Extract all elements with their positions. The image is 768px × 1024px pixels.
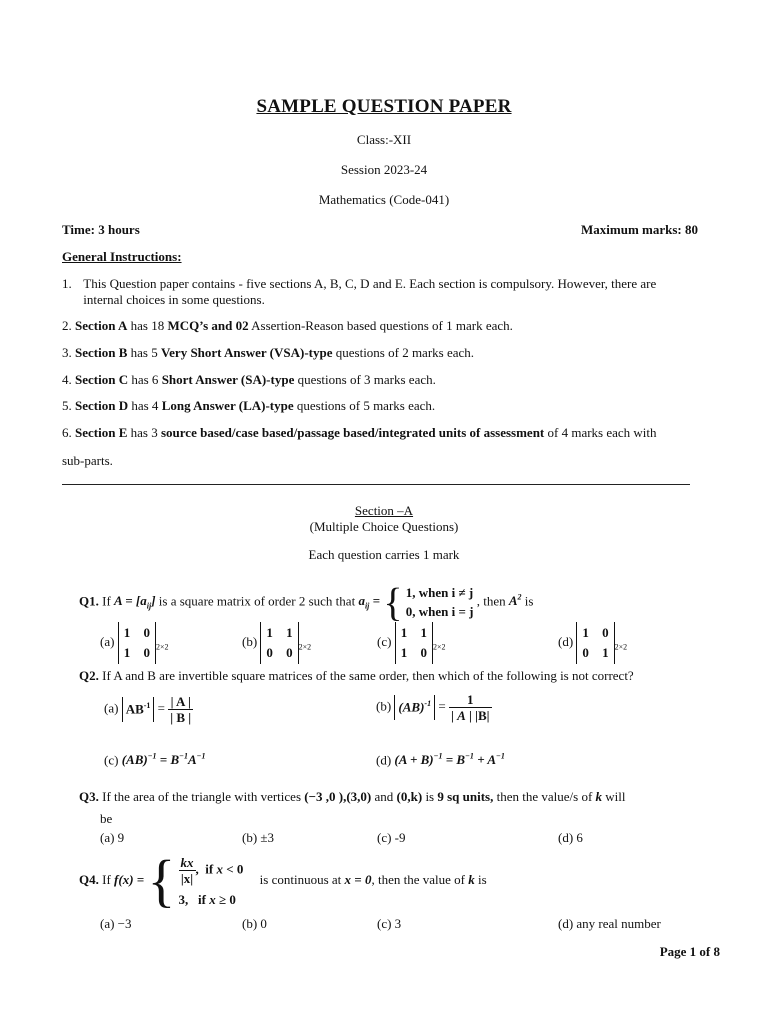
matrix-row: 0 0 (266, 645, 293, 660)
matrix-row: 1 1 (400, 625, 427, 640)
vertex-2: ,(3,0) (343, 789, 372, 804)
q2-option-b[interactable]: (b) (AB)$^{-1}$ = $\frac{1}{| A | |B|}$ (376, 692, 490, 723)
matrix-row: 1 0 (123, 625, 150, 640)
max-marks-label: Maximum marks: 80 (581, 222, 698, 237)
option-label: (a) (100, 633, 115, 649)
fraction: $\frac{1}{| A | |B|}$ (450, 692, 490, 723)
matrix (118, 622, 156, 664)
math-expression: $(AB)^{-1} = B^{-1}A^{-1}$ (121, 752, 206, 768)
aij-symbol: $a_{ij}$ = (358, 593, 381, 611)
instruction-mid: has 6 (128, 372, 162, 387)
matrix-order: 2×2 (155, 642, 169, 652)
q3-option-a[interactable]: (a) 9 (100, 830, 125, 845)
q1-option-a[interactable] (100, 622, 168, 664)
case-2: 0, when i = j (405, 604, 474, 620)
instruction-mid: has 4 (128, 398, 162, 413)
q4-option-a[interactable]: (a) −3 (100, 916, 132, 931)
instruction-rest: questions of 5 marks each. (293, 398, 436, 413)
q1-option-d[interactable] (558, 622, 627, 664)
instruction-bold: MCQ’s and 02 (167, 318, 249, 333)
brace-icon: { (147, 848, 176, 914)
q4-text-c: , then the value of (371, 872, 465, 887)
q1-text-if: If (102, 593, 111, 609)
q3-text-b: then the value/s of (496, 789, 593, 804)
instruction-lead: Section C (75, 372, 129, 387)
q4-is: is (477, 872, 487, 887)
piecewise-cases (406, 583, 474, 621)
instruction-mid: has 5 (127, 345, 161, 360)
instruction-number: 2. (62, 318, 72, 333)
question-number: Q3. (79, 789, 99, 804)
instruction-lead: Section B (75, 345, 128, 360)
divider-line (62, 484, 690, 485)
question-number: Q4. (79, 872, 99, 887)
instruction-3 (62, 345, 702, 361)
determinant-expression: $AB^{-1}$ (122, 697, 155, 721)
q1-text-is: is (524, 593, 534, 609)
option-label: (b) (376, 698, 392, 714)
instruction-number: 1. (62, 276, 72, 291)
matrix-row: 1 0 (123, 645, 150, 660)
instruction-lead: Section D (75, 398, 129, 413)
math-expression: $(A + B)^{-1} = B^{-1} + A^{-1}$ (394, 752, 505, 768)
instruction-2 (62, 318, 702, 334)
instruction-rest: Assertion-Reason based questions of 1 mark each. (248, 318, 513, 333)
question-2 (79, 668, 634, 684)
q3-is: is (425, 789, 435, 804)
instruction-lead: Section A (75, 318, 128, 333)
instruction-bold: source based/case based/passage based/integrated units of assessment (160, 425, 545, 440)
matrix-row: 1 1 (266, 625, 293, 640)
instruction-rest: of 4 marks each with (544, 425, 657, 440)
q1-option-b[interactable] (242, 622, 311, 664)
paper-title: SAMPLE QUESTION PAPER (256, 96, 512, 117)
matrix-order: 2×2 (432, 642, 446, 652)
fraction: $\frac{| A |}{| B |}$ (170, 694, 192, 725)
q2-option-d[interactable] (376, 752, 505, 768)
class-label: Class:-XII (356, 132, 412, 147)
matrix-row: 0 1 (582, 645, 609, 660)
q1-option-c[interactable] (377, 622, 445, 664)
matrix-row: 1 0 (582, 625, 609, 640)
instruction-5 (62, 398, 702, 414)
q3-be: be (100, 811, 113, 826)
instruction-bold: Long Answer (LA)-type (161, 398, 294, 413)
option-label: (a) (104, 700, 119, 716)
instruction-number: 5. (62, 398, 72, 413)
time-label: Time: 3 hours (62, 222, 140, 237)
section-name: Section –A (354, 503, 414, 518)
matrix-order: 2×2 (614, 642, 628, 652)
instruction-text: This Question paper contains - five sections A, B, C, D and E. Each section is compulsory. However, there are internal choices in some questions. (83, 276, 657, 307)
q3-option-d[interactable]: (d) 6 (558, 830, 583, 845)
q1-text-then: , then (476, 593, 506, 609)
q4-point: x = 0 (344, 872, 372, 887)
q4-if: If (102, 872, 111, 887)
q3-text-a: If the area of the triangle with vertices (102, 789, 302, 804)
variable-k: k (595, 789, 603, 804)
instruction-mid: has 18 (127, 318, 168, 333)
option-label: (b) (242, 633, 258, 649)
option-label: (d) (558, 633, 574, 649)
variable-k: k (468, 872, 475, 887)
option-label: (c) (104, 752, 119, 768)
session-label: Session 2023-24 (340, 162, 428, 177)
page-number: Page 1 of 8 (659, 944, 720, 959)
matrix (260, 622, 298, 664)
determinant-expression: (AB)$^{-1}$ (394, 695, 435, 719)
option-label: (d) (376, 752, 392, 768)
q4-option-b[interactable]: (b) 0 (242, 916, 267, 931)
instruction-1 (62, 276, 702, 308)
q3-option-b[interactable]: (b) ±3 (242, 830, 275, 845)
instruction-6-continuation: sub-parts. (62, 453, 113, 468)
case-1: $\frac{kx}{|x|}$ , if x < 0 (180, 854, 244, 886)
instruction-lead: Section E (75, 425, 128, 440)
question-1 (79, 578, 533, 627)
subject-label: Mathematics (Code-041) (318, 192, 450, 207)
q3-option-c[interactable]: (c) -9 (377, 830, 406, 845)
a-squared: $A^2$ (508, 593, 522, 609)
instruction-bold: Very Short Answer (VSA)-type (160, 345, 333, 360)
brace-icon: { (383, 579, 403, 625)
instruction-mid: has 3 (127, 425, 161, 440)
matrix-row: 1 0 (400, 645, 427, 660)
function-f: f(x) = (114, 872, 145, 887)
instructions-heading: General Instructions: (62, 249, 182, 264)
question-number: Q2. (79, 668, 99, 683)
q2-text: If A and B are invertible square matrices of the same order, then which of the following is not correct? (102, 668, 634, 683)
instruction-number: 4. (62, 372, 72, 387)
section-type: (Multiple Choice Questions) (309, 519, 459, 534)
question-number: Q1. (79, 593, 99, 609)
instruction-4 (62, 372, 702, 388)
instruction-number: 6. (62, 425, 72, 440)
matrix-order: 2×2 (298, 642, 312, 652)
case-1: 1, when i ≠ j (405, 585, 474, 601)
q4-option-d[interactable]: (d) any real number (558, 916, 661, 931)
matrix (576, 622, 614, 664)
vertex-3: (0,k) (396, 789, 423, 804)
matrix-a-definition: $A = [a_{ij}]$ (114, 593, 156, 611)
case-2: 3, if x ≥ 0 (178, 891, 236, 907)
fraction: $\frac{kx}{|x|}$ (180, 854, 194, 886)
q3-will: will (605, 789, 626, 804)
instruction-rest: questions of 3 marks each. (294, 372, 436, 387)
question-4 (79, 848, 487, 914)
q3-and: and (374, 789, 394, 804)
question-3 (79, 789, 626, 805)
q4-option-c[interactable]: (c) 3 (377, 916, 402, 931)
q2-option-a[interactable]: (a) $AB^{-1}$ = $\frac{| A |}{| B |}$ (104, 694, 192, 725)
instruction-number: 3. (62, 345, 72, 360)
instruction-6 (62, 425, 702, 441)
option-label: (c) (377, 633, 392, 649)
q2-option-c[interactable] (104, 752, 206, 768)
area-units: 9 sq units, (437, 789, 494, 804)
piecewise-cases (179, 855, 244, 908)
instruction-rest: questions of 2 marks each. (332, 345, 475, 360)
section-marks-note: Each question carries 1 mark (308, 547, 460, 562)
q1-text-square: is a square matrix of order 2 such that (158, 593, 356, 609)
q4-text-b: is continuous at (259, 872, 342, 887)
matrix (395, 622, 433, 664)
vertex-1: (−3 ,0 ) (304, 789, 344, 804)
instruction-bold: Short Answer (SA)-type (161, 372, 295, 387)
